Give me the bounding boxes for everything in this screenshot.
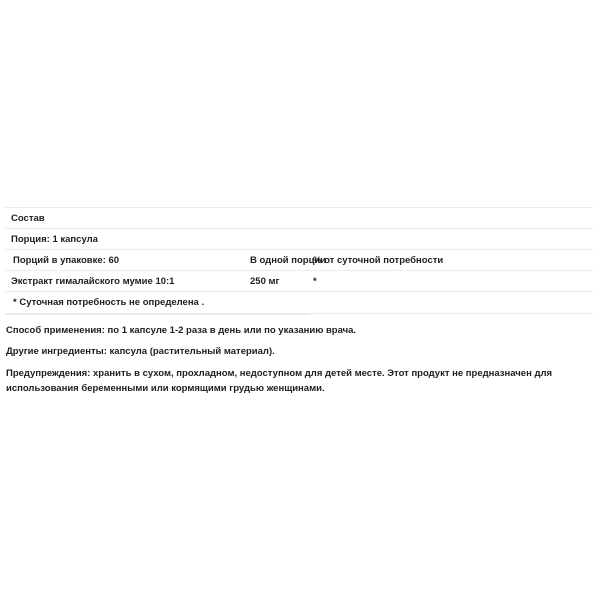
other-ingredients-text: Другие ингредиенты: капсула (растительный материал). xyxy=(6,346,275,357)
warnings-text: Предупреждения: хранить в сухом, прохладном, недоступном для детей месте. Этот продукт не предназначен для использования беременными или кормящими грудью женщинами. xyxy=(6,368,553,394)
usage-text: Способ применения: по 1 капсуле 1-2 раза в день или по указанию врача. xyxy=(6,325,357,336)
footnote: * Суточная потребность не определена . xyxy=(13,297,205,308)
table-title-row xyxy=(5,207,593,229)
serving-size: Порция: 1 капсула xyxy=(11,234,98,245)
ingredient-dv: * xyxy=(313,276,317,287)
per-serving-header: В одной порции xyxy=(250,255,327,266)
serving-row xyxy=(5,228,593,250)
table-row xyxy=(5,270,593,292)
divider xyxy=(5,314,310,315)
ingredient-name: Экстракт гималайского мумие 10:1 xyxy=(11,276,175,287)
header-row xyxy=(5,249,593,271)
table-title: Состав xyxy=(11,213,45,224)
dv-header: % от суточной потребности xyxy=(313,255,444,266)
servings-per-container: Порций в упаковке: 60 xyxy=(13,255,120,266)
ingredient-amount: 250 мг xyxy=(250,276,280,287)
footnote-row xyxy=(5,291,593,314)
